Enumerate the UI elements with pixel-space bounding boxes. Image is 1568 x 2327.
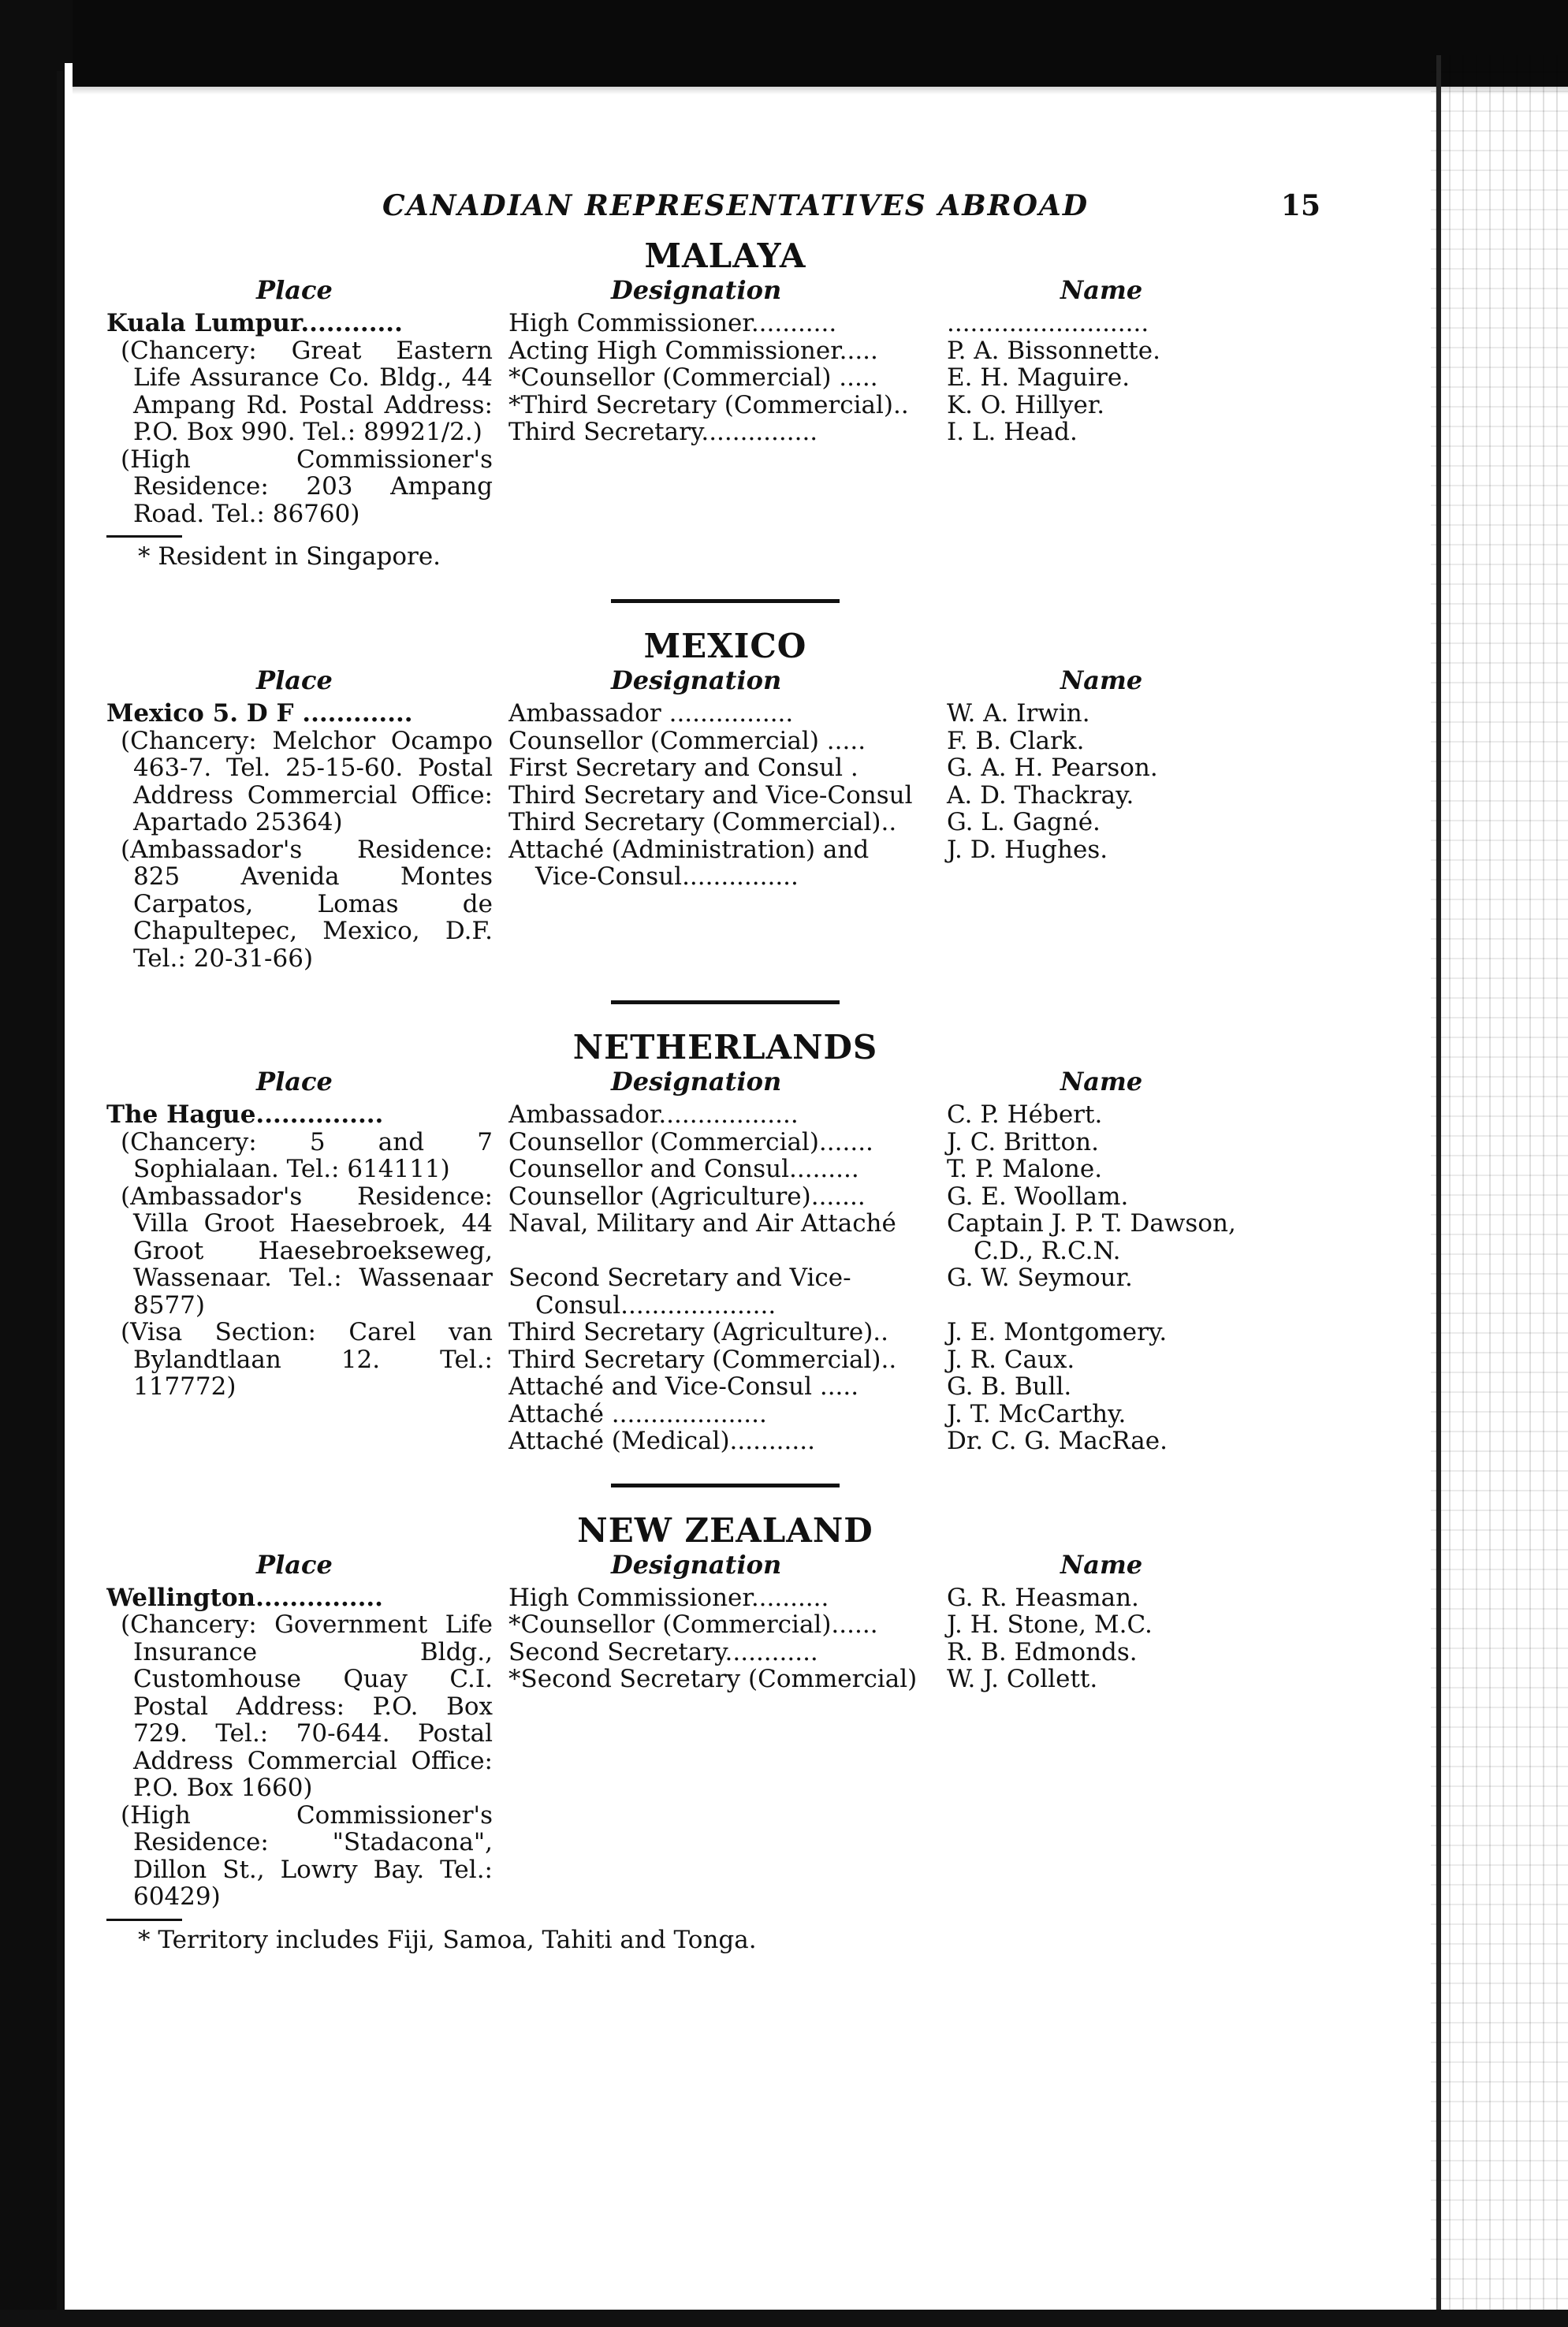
designation-entry: Counsellor (Commercial) .....: [508, 727, 866, 754]
name-column: [926, 1584, 1297, 1911]
designation-entry: *Second Secretary (Commercial): [508, 1666, 918, 1693]
country-heading: MEXICO: [643, 627, 807, 665]
name-entry: J. E. Montgomery.: [947, 1318, 1168, 1346]
name-entry: F. B. Clark.: [947, 726, 1085, 755]
name-line: Captain J. P. T. Dawson,: [947, 1209, 1236, 1238]
place-city: Mexico 5. D F .............: [106, 700, 413, 728]
place-city: Wellington...............: [106, 1584, 383, 1611]
place-column: [106, 1584, 501, 1911]
mission-table: [106, 1101, 1297, 1455]
country-heading: NEW ZEALAND: [577, 1510, 873, 1550]
column-head-designation: Designation: [611, 1067, 782, 1096]
name-entry: G. E. Woollam.: [947, 1182, 1129, 1211]
name-entry: R. B. Edmonds.: [947, 1637, 1138, 1666]
designation-entry: Third Secretary...............: [508, 419, 818, 446]
country-section: [106, 236, 1297, 571]
designation-line: Attaché (Administration) and: [508, 836, 870, 864]
place-column: [106, 1101, 501, 1455]
name-line-continued: G. W. Seymour.: [947, 1264, 1133, 1292]
name-entry: [947, 1210, 1297, 1264]
column-head-name: Name: [1060, 275, 1143, 305]
section-divider: [611, 1484, 840, 1487]
designation-column: [501, 1584, 926, 1911]
column-head-place: Place: [256, 1067, 333, 1096]
name-column: [926, 1101, 1297, 1455]
name-entry: J. H. Stone, M.C.: [947, 1610, 1153, 1639]
name-entry: A. D. Thackray.: [947, 780, 1134, 810]
designation-entry: Acting High Commissioner.....: [508, 337, 878, 364]
section-divider: [611, 1000, 840, 1004]
column-head-place: Place: [256, 275, 333, 305]
name-entry: J. C. Britton.: [947, 1127, 1099, 1156]
country-heading: NETHERLANDS: [572, 1028, 878, 1067]
scan-left-margin: [65, 63, 73, 2327]
running-head: CANADIAN REPRESENTATIVES ABROAD: [382, 189, 1089, 222]
footnote-rule: [106, 535, 182, 538]
designation-entry: Attaché ....................: [508, 1400, 767, 1428]
page-header: [106, 189, 1320, 236]
mission-table: [106, 310, 1297, 527]
scan-left-binding: [57, 71, 63, 2318]
name-entry: C. P. Hébert.: [947, 1100, 1103, 1129]
name-entry: J. R. Caux.: [947, 1345, 1075, 1374]
place-address-note: (High Commissioner's Residence: "Stadacona", Dillon St., Lowry Bay. Tel.: 60429): [121, 1800, 493, 1911]
column-head-designation: Designation: [611, 275, 782, 305]
designation-entry: [508, 836, 926, 891]
column-head-name: Name: [1060, 1067, 1143, 1096]
designation-entry: Second Secretary............: [508, 1638, 818, 1666]
sections-container: [106, 236, 1297, 1954]
mission-table: [106, 700, 1297, 972]
place-city: Kuala Lumpur............: [106, 310, 403, 337]
name-entry: E. H. Maguire.: [947, 363, 1130, 392]
name-entry: [947, 1264, 1297, 1319]
column-head-name: Name: [1060, 1549, 1143, 1580]
designation-entry: Third Secretary (Agriculture)..: [508, 1319, 888, 1346]
designation-entry: [508, 1264, 926, 1319]
designation-entry: Third Secretary and Vice-Consul: [508, 781, 913, 809]
column-headers: [106, 275, 1297, 310]
country-section: [106, 1484, 1297, 1954]
designation-entry: Counsellor (Agriculture).......: [508, 1182, 866, 1210]
place-address-note: (Chancery: Melchor Ocampo 463-7. Tel. 25-15-60. Postal Address Commercial Office: Apartado 25364): [121, 726, 493, 836]
section-divider: [611, 599, 840, 603]
name-entry: W. A. Irwin.: [947, 699, 1090, 728]
designation-entry: Attaché (Medical)...........: [508, 1428, 815, 1455]
name-entry: J. T. McCarthy.: [947, 1399, 1127, 1428]
name-line-continued: C.D., R.C.N.: [974, 1236, 1121, 1265]
designation-entry: Ambassador ................: [508, 700, 794, 728]
place-address-note: (High Commissioner's Residence: 203 Ampang Road. Tel.: 86760): [121, 445, 493, 528]
name-column: [926, 310, 1297, 527]
page-number: 15: [1280, 189, 1320, 222]
name-entry: K. O. Hillyer.: [947, 390, 1105, 419]
designation-entry: [508, 1210, 926, 1264]
designation-entry: *Counsellor (Commercial) .....: [508, 364, 878, 392]
place-column: [106, 310, 501, 527]
designation-entry: Third Secretary (Commercial)..: [508, 809, 897, 836]
column-head-place: Place: [256, 665, 333, 695]
place-address-note: (Visa Section: Carel van Bylandtlaan 12. Tel.: 117772): [121, 1318, 493, 1401]
country-section: [106, 599, 1297, 972]
designation-entry: *Counsellor (Commercial)......: [508, 1611, 878, 1639]
designation-entry: *Third Secretary (Commercial)..: [508, 391, 909, 419]
name-entry: I. L. Head.: [947, 418, 1078, 446]
column-head-designation: Designation: [611, 665, 782, 695]
designation-entry: Third Secretary (Commercial)..: [508, 1346, 897, 1373]
name-entry: ..........................: [947, 309, 1149, 337]
column-head-place: Place: [256, 1549, 333, 1580]
column-headers: [106, 1550, 1297, 1584]
name-entry: G. L. Gagné.: [947, 808, 1101, 836]
designation-line-continued: Vice-Consul...............: [535, 862, 799, 891]
scan-right-edge: [1436, 55, 1441, 2318]
column-headers: [106, 665, 1297, 700]
designation-entry: High Commissioner...........: [508, 310, 837, 337]
designation-entry: Ambassador..................: [508, 1101, 799, 1129]
country-heading: MALAYA: [644, 236, 806, 275]
country-section: [106, 1000, 1297, 1455]
name-line-continued: J. D. Hughes.: [947, 835, 1108, 864]
place-address-note: (Ambassador's Residence: Villa Groot Haesebroek, 44 Groot Haesebroekseweg, Wassenaar. Tel.: Wassenaar 8577): [121, 1182, 493, 1320]
designation-entry: Attaché and Vice-Consul .....: [508, 1373, 859, 1401]
designation-column: [501, 310, 926, 527]
document-page: [106, 189, 1320, 1954]
designation-line: Second Secretary and Vice-: [508, 1264, 851, 1292]
scan-bottom-edge: [0, 2310, 1568, 2327]
column-head-designation: Designation: [611, 1549, 782, 1580]
scan-top-shadow: [0, 47, 1568, 95]
mission-table: [106, 1584, 1297, 1911]
place-address-note: (Chancery: Great Eastern Life Assurance Co. Bldg., 44 Ampang Rd. Postal Address: P.O. Box 990. Tel.: 89921/2.): [121, 336, 493, 446]
name-column: [926, 700, 1297, 972]
name-entry: [947, 836, 1297, 891]
place-address-note: (Ambassador's Residence: 825 Avenida Montes Carpatos, Lomas de Chapultepec, Mexico, D.F. Tel.: 20-31-66): [121, 835, 493, 973]
designation-line-continued: Consul....................: [535, 1290, 777, 1319]
place-address-note: (Chancery: 5 and 7 Sophialaan. Tel.: 614111): [121, 1127, 493, 1183]
name-entry: G. R. Heasman.: [947, 1583, 1139, 1612]
name-entry: Dr. C. G. MacRae.: [947, 1427, 1168, 1455]
designation-entry: High Commissioner..........: [508, 1584, 829, 1611]
designation-entry: Counsellor (Commercial).......: [508, 1128, 873, 1156]
place-address-note: (Chancery: Government Life Insurance Bldg., Customhouse Quay C.I. Postal Address: P.O. Box 729. Tel.: 70-644. Postal Address Commercial Office: P.O. Box 1660): [121, 1610, 493, 1802]
name-entry: W. J. Collett.: [947, 1665, 1098, 1693]
name-entry: P. A. Bissonnette.: [947, 336, 1160, 365]
place-city: The Hague...............: [106, 1101, 384, 1129]
place-column: [106, 700, 501, 972]
name-entry: T. P. Malone.: [947, 1155, 1103, 1183]
designation-line: Naval, Military and Air Attaché: [508, 1210, 896, 1238]
footnote: * Territory includes Fiji, Samoa, Tahiti and Tonga.: [138, 1925, 757, 1954]
column-head-name: Name: [1060, 665, 1143, 695]
footnote: * Resident in Singapore.: [138, 542, 441, 571]
designation-entry: Counsellor and Consul.........: [508, 1156, 859, 1183]
scan-right-texture: [1431, 55, 1568, 2318]
designation-entry: First Secretary and Consul .: [508, 754, 858, 782]
footnote-rule: [106, 1919, 182, 1921]
designation-column: [501, 1101, 926, 1455]
designation-column: [501, 700, 926, 972]
name-entry: G. A. H. Pearson.: [947, 754, 1158, 782]
name-entry: G. B. Bull.: [947, 1372, 1072, 1401]
column-headers: [106, 1067, 1297, 1101]
